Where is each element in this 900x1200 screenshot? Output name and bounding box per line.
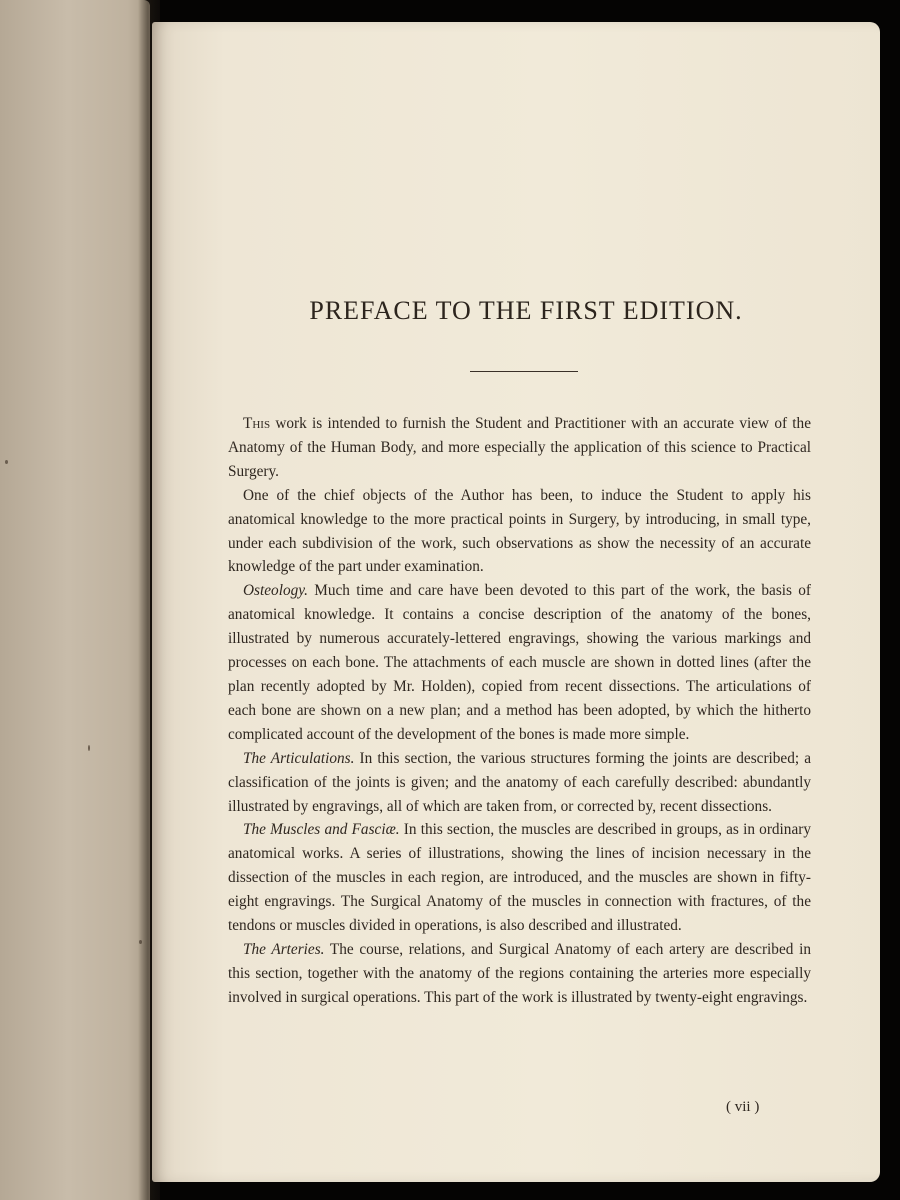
paragraph-text: In this section, the muscles are described in groups, as in ordinary anatomical works. A series of illustrations, showing the lines of incision necessary in the dissection of the muscles in each region, are introduced, and the muscles are shown in fifty-eight engravings. The Surgical Anatomy of the muscles in connection with fractures, of the tendons or muscles divided in operations, is also described and illustrated. — [228, 821, 811, 935]
paragraph-text: The course, relations, and Surgical Anatomy of each artery are described in this section, together with the anatomy of the regions containing the arteries more especially involved in surgical operations. This part of the work is illustrated by twenty-eight engravings. — [228, 940, 811, 1006]
paragraph-text: One of the chief objects of the Author has been, to induce the Student to apply his anatomical knowledge to the more practical points in Surgery, by introducing, in small type, under each subdivision of the work, such observations as show the necessity of an accurate knowledge of the part under examination. — [228, 486, 811, 576]
paper-speck — [5, 460, 8, 464]
title-rule — [470, 371, 578, 372]
paragraph-articulations — [228, 747, 811, 819]
left-page-edge — [0, 0, 150, 1200]
lead-word: This — [243, 415, 271, 432]
page-number: ( vii ) — [726, 1099, 760, 1115]
paper-speck — [88, 745, 90, 751]
section-heading-arteries: The Arteries. — [243, 940, 325, 958]
paragraph-text: Much time and care have been devoted to this part of the work, the basis of anatomical knowledge. It contains a concise description of the anatomy of the bones, illustrated by numerous accurately-lettered engravings, showing the various markings and processes on each bone. The attachments of each muscle are shown in dotted lines (after the plan recently adopted by Mr. Holden), copied from recent dissections. The articulations of each bone are shown on a new plan; and a method has been adopted, by which the hitherto complicated account of the development of the bones is made more simple. — [228, 582, 811, 743]
section-heading-muscles: The Muscles and Fasciæ. — [243, 821, 400, 839]
preface-body — [228, 412, 811, 1010]
paragraph-objects — [228, 484, 811, 580]
paragraph-intro — [228, 412, 811, 484]
paragraph-text: work is intended to furnish the Student and Practitioner with an accurate view of the Anatomy of the Human Body, and more especially the application of this science to Practical Surgery. — [228, 415, 811, 480]
section-heading-osteology: Osteology. — [243, 582, 309, 600]
paragraph-text: In this section, the various structures forming the joints are described; a classification of the joints is given; and the anatomy of each carefully described: abundantly illustrated by engravings, all of which are taken from, or corrected by, recent dissections. — [228, 749, 811, 815]
paragraph-muscles — [228, 818, 811, 938]
page-title: PREFACE TO THE FIRST EDITION. — [309, 296, 743, 325]
section-heading-articulations: The Articulations. — [243, 749, 355, 767]
paragraph-arteries — [228, 938, 811, 1010]
paragraph-osteology — [228, 579, 811, 746]
